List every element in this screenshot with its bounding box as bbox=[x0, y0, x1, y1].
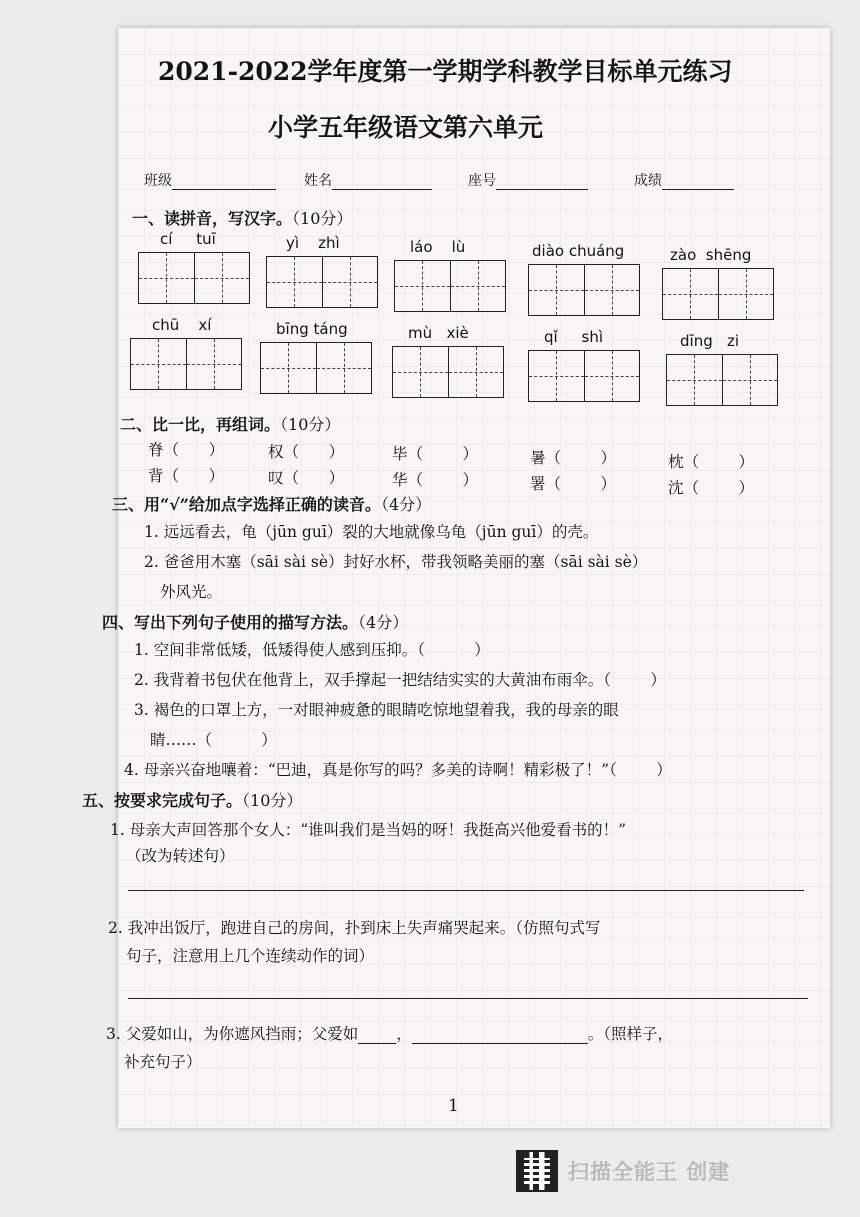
class-field: 班级 bbox=[144, 170, 276, 190]
word-row-2: 背（ ） bbox=[148, 467, 225, 485]
exam-subtitle: 小学五年级语文第六单元 bbox=[268, 113, 544, 142]
section3-question-2: 2. 爸爸用木塞（sāi sài sè）封好水杯，带我领略美丽的塞（sāi sài sè） bbox=[144, 553, 648, 571]
section5-question-1-note: （改为转述句） bbox=[126, 847, 235, 865]
word-item: 暑（ ） bbox=[530, 449, 616, 467]
section5-question-2-cont: 句子，注意用上几个连续动作的词） bbox=[126, 947, 375, 965]
pinyin-item: cí tuī bbox=[160, 230, 216, 248]
word-row-1: 脊（ ） bbox=[148, 441, 225, 459]
name-field: 姓名 bbox=[304, 170, 432, 190]
word-item: 署（ ） bbox=[530, 475, 616, 493]
writing-box[interactable] bbox=[392, 346, 504, 398]
section4-question-2: 2. 我背着书包伏在他背上，双手撑起一把结结实实的大黄油布雨伞。（ ） bbox=[134, 671, 666, 689]
section2-heading: 二、比一比，再组词。（10分） bbox=[120, 415, 341, 434]
answer-line[interactable] bbox=[128, 890, 804, 891]
writing-box[interactable] bbox=[528, 264, 640, 316]
writing-box[interactable] bbox=[266, 256, 378, 308]
pinyin-item: láo lù bbox=[410, 238, 466, 256]
writing-box[interactable] bbox=[260, 342, 372, 394]
pinyin-item: bīng táng bbox=[276, 320, 348, 338]
score-field: 成绩 bbox=[634, 170, 734, 190]
pinyin-item: qǐ shì bbox=[544, 328, 604, 346]
pinyin-item: diào chuáng bbox=[532, 242, 625, 260]
word-item: 枕（ ） bbox=[668, 453, 754, 471]
pinyin-item: yì zhì bbox=[286, 234, 340, 252]
section3-question-2-cont: 外风光。 bbox=[160, 583, 223, 601]
writing-box[interactable] bbox=[528, 350, 640, 402]
pinyin-item: mù xiè bbox=[408, 324, 469, 342]
writing-box[interactable] bbox=[666, 354, 778, 406]
exam-paper bbox=[82, 28, 830, 1128]
writing-box[interactable] bbox=[130, 338, 242, 390]
section4-question-1: 1. 空间非常低矮，低矮得使人感到压抑。（ ） bbox=[134, 641, 490, 659]
fill-blank[interactable] bbox=[358, 1027, 396, 1044]
section1-heading: 一、读拼音，写汉字。（10分） bbox=[132, 209, 353, 228]
section3-question-1: 1. 远远看去，龟（jūn guī）裂的大地就像乌龟（jūn guī）的壳。 bbox=[144, 523, 599, 541]
page-number: 1 bbox=[448, 1096, 459, 1116]
word-item: 华（ ） bbox=[392, 471, 478, 489]
pinyin-item: zào shēng bbox=[670, 246, 752, 264]
pinyin-item: dīng zi bbox=[680, 332, 740, 350]
answer-line[interactable] bbox=[128, 998, 808, 999]
seat-field: 座号 bbox=[468, 170, 588, 190]
section5-question-2: 2. 我冲出饭厅，跑进自己的房间，扑到床上失声痛哭起来。（仿照句式写 bbox=[108, 919, 601, 937]
writing-box[interactable] bbox=[394, 260, 506, 312]
pinyin-item: chū xí bbox=[152, 316, 212, 334]
section4-heading: 四、写出下列句子使用的描写方法。（4分） bbox=[102, 613, 409, 632]
section4-question-3: 3. 褐色的口罩上方，一对眼神疲惫的眼睛吃惊地望着我，我的母亲的眼 bbox=[134, 701, 619, 719]
section5-question-3: 3. 父爱如山，为你遮风挡雨；父爱如 ， 。（照样子， bbox=[106, 1025, 673, 1043]
word-item: 沈（ ） bbox=[668, 479, 754, 497]
section5-heading: 五、按要求完成句子。（10分） bbox=[82, 791, 303, 810]
word-item: 叹（ ） bbox=[268, 469, 345, 487]
section5-question-1: 1. 母亲大声回答那个女人：“谁叫我们是当妈的呀！我挺高兴他爱看书的！” bbox=[110, 821, 627, 839]
section4-question-3-cont: 睛……（ ） bbox=[150, 731, 277, 749]
word-item: 毕（ ） bbox=[392, 445, 478, 463]
section4-question-4: 4. 母亲兴奋地嚷着：“巴迪，真是你写的吗？多美的诗啊！精彩极了！”（ ） bbox=[124, 761, 672, 779]
writing-box[interactable] bbox=[662, 268, 774, 320]
section5-question-3-cont: 补充句子） bbox=[124, 1053, 202, 1071]
word-item: 权（ ） bbox=[268, 443, 345, 461]
writing-box[interactable] bbox=[138, 252, 250, 304]
qr-code-icon bbox=[516, 1150, 558, 1192]
exam-title: 2021-2022学年度第一学期学科教学目标单元练习 bbox=[158, 57, 733, 86]
watermark-label: 扫描全能王 创建 bbox=[568, 1160, 731, 1184]
section3-heading: 三、用“√”给加点字选择正确的读音。（4分） bbox=[112, 495, 432, 514]
fill-blank[interactable] bbox=[412, 1027, 588, 1044]
scanner-watermark bbox=[516, 1150, 730, 1192]
